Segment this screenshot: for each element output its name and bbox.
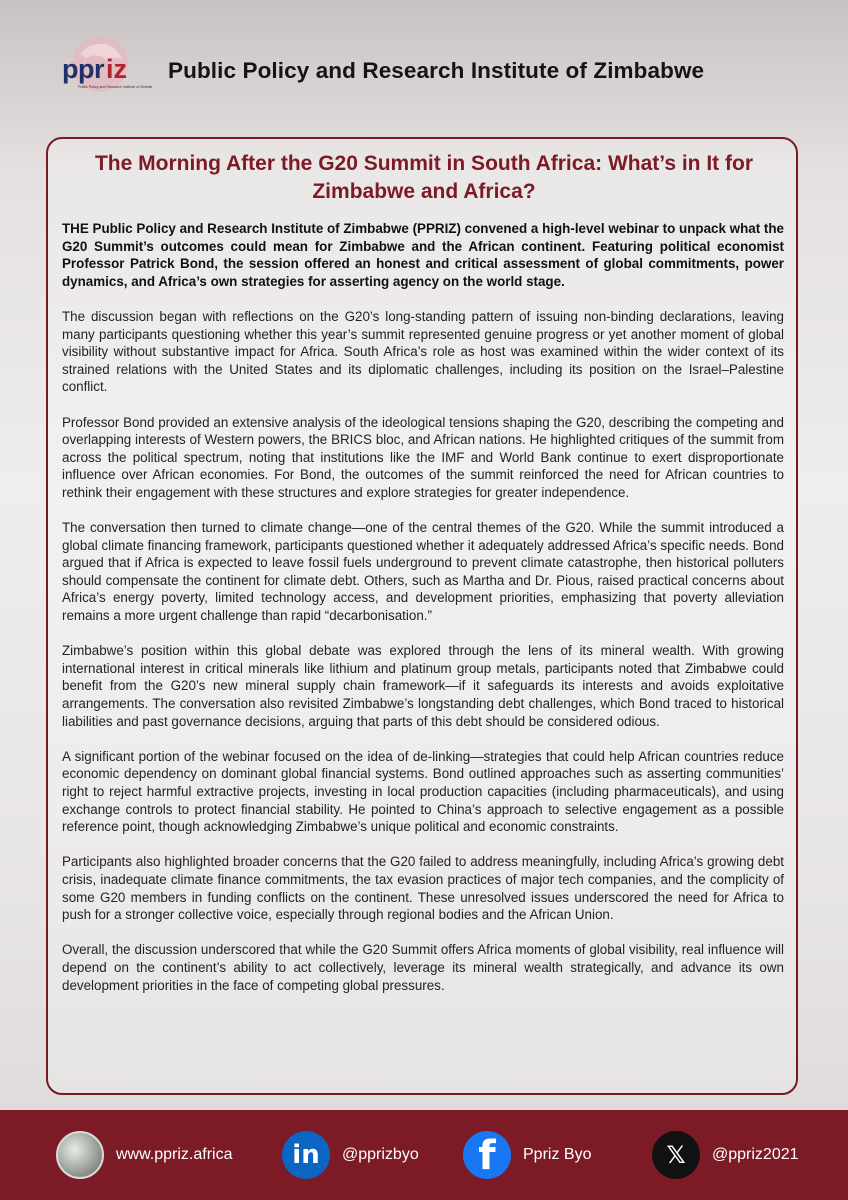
- linkedin-icon: in: [282, 1131, 330, 1179]
- footer-bar: [0, 1110, 848, 1200]
- linkedin-link[interactable]: [282, 1131, 419, 1179]
- body-paragraph: Participants also highlighted broader concerns that the G20 failed to address meaningfully, including Africa’s growing debt crisis, inadequate climate finance commitments, the tax evasion practices of major tech companies, and the complicity of some G20 members in funding conflicts on the continent. These unresolved issues underscored the need for Africa to push for a stronger collective voice, especially through regional bodies and the African Union.: [62, 854, 784, 923]
- svg-text:Public Policy and Research Ins: Public Policy and Research Institute of Zimbabwe: [78, 85, 152, 89]
- facebook-link[interactable]: [463, 1131, 591, 1179]
- facebook-icon: f: [463, 1131, 511, 1179]
- body-paragraph: The conversation then turned to climate change—one of the central themes of the G20. While the summit introduced a global climate financing framework, participants questioned whether it adequately addressed Africa’s specific needs. Bond argued that if Africa is expected to leave fossil fuels underground to prevent climate catastrophe, then historical polluters should compensate the continent for climate debt. Others, such as Martha and Dr. Pious, raised practical concerns about Africa’s energy poverty, limited technology access, and development priorities, emphasizing that poverty alleviation remains a more urgent challenge than rapid “decarbonisation.”: [62, 520, 784, 624]
- organization-name: Public Policy and Research Institute of Zimbabwe: [168, 58, 705, 83]
- body-paragraph: A significant portion of the webinar focused on the idea of de-linking—strategies that could help African countries reduce economic dependency on dominant global financial systems. Bond outlined approaches such as asserting communities’ right to reject harmful extractive projects, investing in local production capacities (including pharmaceuticals), and using exchange controls to protect financial stability. He pointed to China’s approach to selective engagement as a possible reference point, though acknowledging Zimbabwe’s unique political and economic constraints.: [62, 748, 784, 835]
- body-paragraph: Overall, the discussion underscored that while the G20 Summit offers Africa moments of global visibility, real influence will depend on the continent’s ability to act collectively, leverage its mineral wealth strategically, and advance its own development priorities in the face of competing global pressures.: [62, 942, 784, 993]
- article-title: The Morning After the G20 Summit in South Africa: What’s in It for Zimbabwe and Africa?: [94, 152, 753, 203]
- globe-icon: [56, 1131, 104, 1179]
- x-handle: @ppriz2021: [712, 1146, 799, 1163]
- body-paragraph: Professor Bond provided an extensive analysis of the ideological tensions shaping the G20, describing the competing and overlapping interests of Western powers, the BRICS bloc, and African nations. He highlighted critiques of the summit from across the political spectrum, noting that institutions like the IMF and World Bank continue to exert disproportionate influence over African economies. For Bond, the outcomes of the summit reinforced the need for African countries to rethink their engagement with these structures and explore strategies for greater independence.: [62, 414, 784, 500]
- lead-paragraph: THE Public Policy and Research Institute of Zimbabwe (PPRIZ) convened a high-level webinar to unpack what the G20 Summit’s outcomes could mean for Zimbabwe and the African continent. Featuring political economist Professor Patrick Bond, the session offered an honest and critical assessment of global commitments, power dynamics, and Africa’s own strategies for asserting agency on the world stage.: [62, 221, 784, 289]
- linkedin-handle: @pprizbyo: [342, 1146, 419, 1163]
- body-paragraph: Zimbabwe’s position within this global debate was explored through the lens of its mineral wealth. With growing international interest in critical minerals like lithium and platinum group metals, participants noted that Zimbabwe could benefit from the G20’s new mineral supply chain framework—if it safeguards its interests and avoids exploitative arrangements. The conversation also revisited Zimbabwe’s longstanding debt challenges, which Bond traced to historical liabilities and past governance decisions, arguing that parts of this debt should be considered odious.: [62, 643, 784, 729]
- x-icon: 𝕏: [652, 1131, 700, 1179]
- article-body: [62, 220, 784, 1012]
- svg-text:iz: iz: [106, 54, 128, 84]
- ppriz-logo: [56, 34, 152, 106]
- svg-text:ppr: ppr: [62, 54, 104, 84]
- x-link[interactable]: [652, 1131, 799, 1179]
- body-paragraph: The discussion began with reflections on the G20’s long-standing pattern of issuing non-binding declarations, leaving many participants questioning whether this year’s summit represented genuine progress or yet another moment of global visibility without substantive impact for Africa. South Africa’s role as host was examined within the wider context of its strained relations with the United States and its diplomatic challenges, including its position on the Israel–Palestine conflict.: [62, 308, 784, 395]
- website-link[interactable]: [56, 1131, 232, 1179]
- page-header: [0, 0, 848, 130]
- website-text: www.ppriz.africa: [116, 1146, 233, 1163]
- facebook-handle: Ppriz Byo: [523, 1146, 592, 1163]
